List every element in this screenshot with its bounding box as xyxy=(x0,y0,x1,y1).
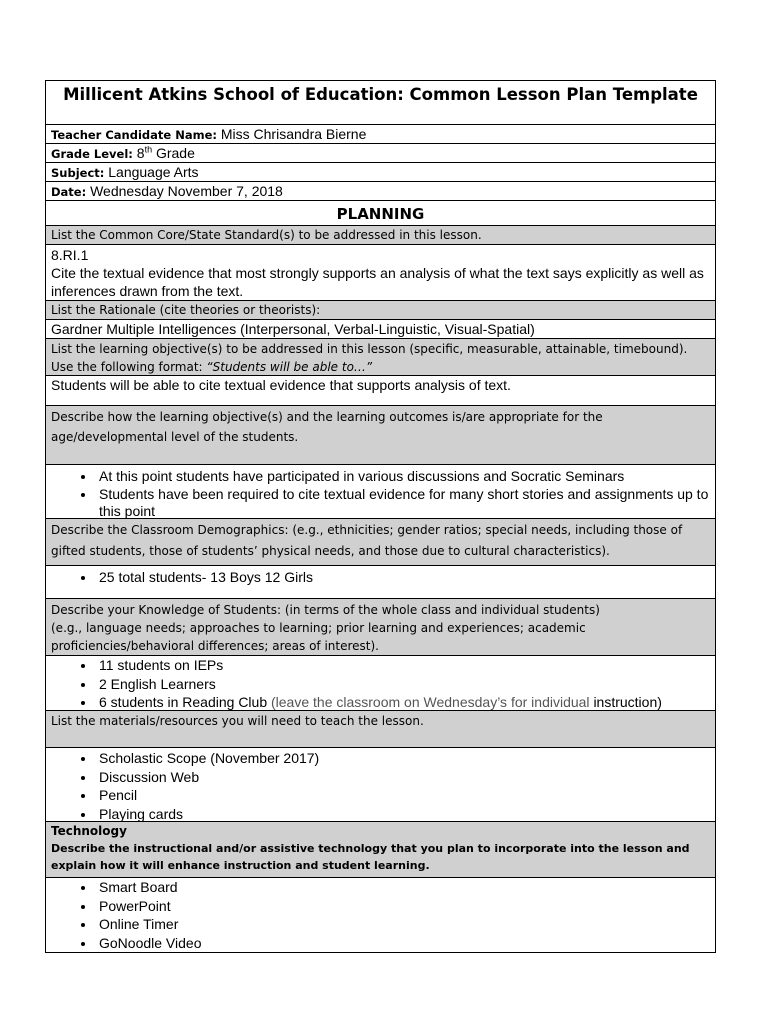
rationale-body: Gardner Multiple Intelligences (Interpersonal, Verbal-Linguistic, Visual-Spatial) xyxy=(46,319,715,338)
list-item: • Pencil xyxy=(96,786,715,805)
reading-club-note-end: instruction) xyxy=(593,694,662,710)
objectives-header-line1: List the learning objective(s) to be addressed in this lesson (specific, measurable, attainable, timebound). xyxy=(51,342,688,356)
knowledge-header-line2: (e.g., language needs; approaches to learning; prior learning and experiences; academic proficiencies/behavioral differences; areas of interest). xyxy=(51,621,586,653)
list-item: • 11 students on IEPs xyxy=(96,656,715,675)
document-title: Millicent Atkins School of Education: Common Lesson Plan Template xyxy=(63,85,698,104)
date-row xyxy=(46,181,715,200)
grade-word: Grade xyxy=(155,145,195,161)
list-item: • 25 total students- 13 Boys 12 Girls xyxy=(96,568,715,587)
knowledge-header xyxy=(46,598,715,655)
standards-header: List the Common Core/State Standard(s) to be addressed in this lesson. xyxy=(46,225,715,244)
knowledge-body xyxy=(46,655,715,710)
subject-label: Subject: xyxy=(51,166,105,180)
grade-level-row xyxy=(46,143,715,162)
list-item xyxy=(96,693,715,710)
reading-club-text: 6 students in Reading Club xyxy=(99,694,271,710)
rationale-header: List the Rationale (cite theories or theorists): xyxy=(46,300,715,319)
lesson-plan-document xyxy=(45,80,716,953)
grade-number: 8 xyxy=(136,145,145,161)
list-item: • Students have been required to cite textual evidence for many short stories and assignments up to this point xyxy=(96,486,715,519)
teacher-name-label: Teacher Candidate Name: xyxy=(51,128,217,142)
teacher-name-row xyxy=(46,124,715,143)
technology-description: Describe the instructional and/or assistive technology that you plan to incorporate into the lesson and explain how it will enhance instruction and student learning. xyxy=(51,842,690,872)
knowledge-header-line1: Describe your Knowledge of Students: (in terms of the whole class and individual students) xyxy=(51,603,600,617)
reading-club-note: (leave the classroom on Wednesday’s for individual xyxy=(271,694,594,710)
grade-level-label: Grade Level: xyxy=(51,147,133,161)
objectives-format-example: “Students will be able to…” xyxy=(206,360,373,374)
demographics-list xyxy=(46,568,715,587)
date-value: Wednesday November 7, 2018 xyxy=(90,183,283,199)
demographics-body xyxy=(46,565,715,598)
list-item: • Playing cards xyxy=(96,805,715,822)
appropriateness-body xyxy=(46,464,715,518)
list-item: • At this point students have participated in various discussions and Socratic Seminars xyxy=(96,467,715,486)
objectives-format-prefix: Use the following format: xyxy=(51,360,207,374)
subject-value: Language Arts xyxy=(108,164,199,180)
planning-heading: PLANNING xyxy=(46,200,715,225)
knowledge-list xyxy=(46,656,715,710)
standards-body xyxy=(46,244,715,300)
objectives-body: Students will be able to cite textual evidence that supports analysis of text. xyxy=(46,375,715,405)
list-item: • Discussion Web xyxy=(96,768,715,787)
demographics-header: Describe the Classroom Demographics: (e.g., ethnicities; gender ratios; special needs, including those of gifted students, those of students’ physical needs, and those due to cultural characteristics). xyxy=(46,518,715,565)
technology-body xyxy=(46,877,715,952)
appropriateness-list xyxy=(46,467,715,518)
list-item: • Online Timer xyxy=(96,915,715,934)
grade-suffix: th xyxy=(144,144,153,155)
appropriateness-header: Describe how the learning objective(s) and the learning outcomes is/are appropriate for the age/developmental level of the students. xyxy=(46,405,715,464)
standard-code: 8.RI.1 xyxy=(51,247,89,263)
standard-text: Cite the textual evidence that most strongly supports an analysis of what the text says explicitly as well as inferences drawn from the text. xyxy=(51,265,704,299)
technology-list xyxy=(46,878,715,952)
list-item: • Scholastic Scope (November 2017) xyxy=(96,749,715,768)
list-item: • 2 English Learners xyxy=(96,675,715,694)
materials-header: List the materials/resources you will need to teach the lesson. xyxy=(46,710,715,747)
materials-list xyxy=(46,749,715,821)
list-item: • GoNoodle Video xyxy=(96,934,715,953)
technology-title: Technology xyxy=(51,824,127,838)
objectives-header-line2 xyxy=(51,358,710,375)
list-item: • Smart Board xyxy=(96,878,715,897)
materials-body xyxy=(46,747,715,821)
date-label: Date: xyxy=(51,185,87,199)
objectives-header xyxy=(46,338,715,375)
list-item: • PowerPoint xyxy=(96,897,715,916)
teacher-name-value: Miss Chrisandra Bierne xyxy=(220,126,367,142)
technology-header xyxy=(46,821,715,877)
subject-row xyxy=(46,162,715,181)
